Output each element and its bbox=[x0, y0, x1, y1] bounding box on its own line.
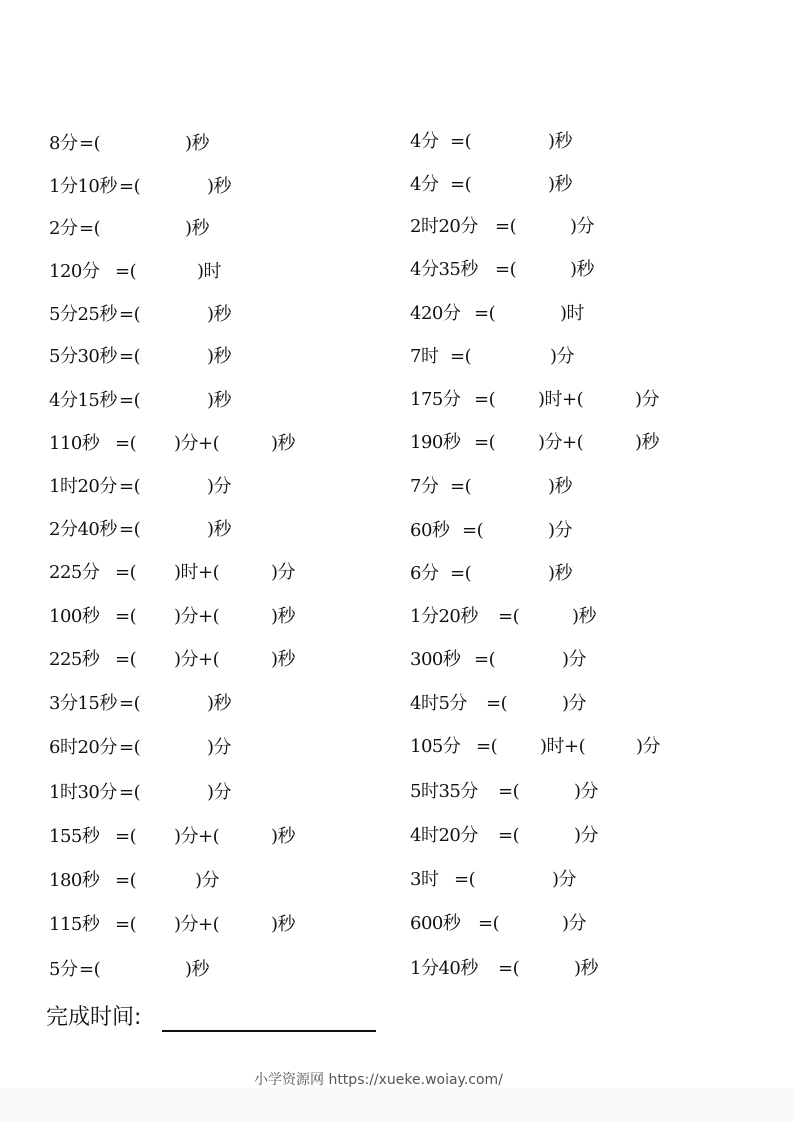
unit-close: )分 bbox=[574, 781, 599, 802]
answer-blank[interactable] bbox=[137, 914, 172, 936]
equals-open-paren: =( bbox=[115, 433, 137, 454]
conversion-problem bbox=[49, 782, 349, 804]
answer-blank[interactable] bbox=[137, 562, 172, 584]
problem-expression: 4分35秒 bbox=[410, 259, 478, 280]
equals-open-paren: =( bbox=[79, 959, 101, 980]
unit-close: )分 bbox=[562, 693, 587, 714]
problem-expression: 1时20分 bbox=[49, 476, 117, 497]
unit-close: )秒 bbox=[635, 432, 660, 453]
conversion-problem bbox=[410, 174, 710, 196]
problem-expression: 3时 bbox=[410, 869, 439, 890]
answer-blank[interactable] bbox=[137, 870, 193, 892]
unit-close: )秒 bbox=[271, 433, 296, 454]
problem-expression: 7分 bbox=[410, 476, 439, 497]
problem-expression: 4分 bbox=[410, 131, 439, 152]
answer-blank[interactable] bbox=[520, 958, 572, 980]
problem-expression: 115秒 bbox=[49, 914, 100, 935]
answer-blank[interactable] bbox=[476, 869, 550, 891]
watermark: 小学资源网 https://xueke.woiay.com/ bbox=[254, 1072, 503, 1088]
answer-blank[interactable] bbox=[496, 432, 536, 454]
answer-blank[interactable] bbox=[141, 693, 205, 715]
conversion-problem bbox=[49, 693, 349, 715]
conversion-problem bbox=[49, 433, 349, 455]
answer-blank[interactable] bbox=[141, 737, 205, 759]
answer-blank[interactable] bbox=[496, 303, 558, 325]
conversion-problem bbox=[410, 131, 710, 153]
problem-expression: 2分40秒 bbox=[49, 519, 117, 540]
unit-close: )秒 bbox=[271, 606, 296, 627]
equals-open-paren: =( bbox=[474, 432, 496, 453]
equals-open-paren: =( bbox=[115, 261, 137, 282]
problem-expression: 1分10秒 bbox=[49, 176, 117, 197]
answer-blank[interactable] bbox=[500, 913, 560, 935]
unit-close: )分+( bbox=[174, 826, 220, 847]
conversion-problem bbox=[49, 914, 349, 936]
completion-time-blank[interactable] bbox=[162, 1030, 376, 1032]
conversion-problem bbox=[49, 606, 349, 628]
conversion-problem bbox=[410, 869, 710, 891]
equals-open-paren: =( bbox=[474, 649, 496, 670]
conversion-problem bbox=[410, 693, 710, 715]
problem-expression: 225秒 bbox=[49, 649, 100, 670]
unit-close: )分 bbox=[636, 736, 661, 757]
equals-open-paren: =( bbox=[474, 389, 496, 410]
unit-close: )秒 bbox=[548, 131, 573, 152]
unit-close: )秒 bbox=[271, 914, 296, 935]
answer-blank[interactable] bbox=[520, 781, 572, 803]
answer-blank[interactable] bbox=[520, 606, 570, 628]
answer-blank[interactable] bbox=[520, 825, 572, 847]
unit-close: )分 bbox=[207, 476, 232, 497]
problem-expression: 600秒 bbox=[410, 913, 461, 934]
answer-blank[interactable] bbox=[141, 390, 205, 412]
equals-open-paren: =( bbox=[119, 346, 141, 367]
equals-open-paren: =( bbox=[115, 826, 137, 847]
answer-blank[interactable] bbox=[496, 649, 560, 671]
answer-blank[interactable] bbox=[137, 606, 172, 628]
conversion-problem bbox=[410, 389, 710, 411]
unit-close: )分+( bbox=[538, 432, 584, 453]
equals-open-paren: =( bbox=[119, 519, 141, 540]
equals-open-paren: =( bbox=[478, 913, 500, 934]
unit-close: )秒 bbox=[185, 133, 210, 154]
unit-close: )分+( bbox=[174, 649, 220, 670]
unit-close: )秒 bbox=[548, 174, 573, 195]
unit-close: )秒 bbox=[207, 176, 232, 197]
conversion-problem bbox=[410, 520, 710, 542]
unit-close: )分 bbox=[207, 737, 232, 758]
unit-close: )分+( bbox=[174, 914, 220, 935]
answer-blank[interactable] bbox=[101, 218, 183, 240]
answer-blank[interactable] bbox=[137, 261, 195, 283]
conversion-problem bbox=[410, 781, 710, 803]
problem-expression: 4时20分 bbox=[410, 825, 478, 846]
conversion-problem bbox=[49, 649, 349, 671]
equals-open-paren: =( bbox=[119, 782, 141, 803]
unit-close: )分 bbox=[550, 346, 575, 367]
conversion-problem bbox=[49, 519, 349, 541]
answer-blank[interactable] bbox=[137, 826, 172, 848]
unit-close: )秒 bbox=[207, 519, 232, 540]
problem-expression: 3分15秒 bbox=[49, 693, 117, 714]
equals-open-paren: =( bbox=[119, 476, 141, 497]
problem-expression: 6分 bbox=[410, 563, 439, 584]
answer-blank[interactable] bbox=[498, 736, 538, 758]
answer-blank[interactable] bbox=[230, 649, 269, 671]
equals-open-paren: =( bbox=[119, 693, 141, 714]
answer-blank[interactable] bbox=[101, 133, 183, 155]
unit-close: )分 bbox=[635, 389, 660, 410]
answer-blank[interactable] bbox=[230, 433, 269, 455]
unit-close: )分 bbox=[574, 825, 599, 846]
unit-close: )秒 bbox=[570, 259, 595, 280]
unit-close: )秒 bbox=[548, 563, 573, 584]
equals-open-paren: =( bbox=[79, 133, 101, 154]
conversion-problem bbox=[49, 562, 349, 584]
unit-close: )分 bbox=[562, 649, 587, 670]
problem-expression: 300秒 bbox=[410, 649, 461, 670]
conversion-problem bbox=[49, 176, 349, 198]
problem-expression: 60秒 bbox=[410, 520, 450, 541]
conversion-problem bbox=[49, 390, 349, 412]
equals-open-paren: =( bbox=[450, 563, 472, 584]
problem-expression: 7时 bbox=[410, 346, 439, 367]
problem-expression: 5时35分 bbox=[410, 781, 478, 802]
problem-expression: 1分20秒 bbox=[410, 606, 478, 627]
answer-blank[interactable] bbox=[141, 476, 205, 498]
conversion-problem bbox=[49, 261, 349, 283]
conversion-problem bbox=[410, 303, 710, 325]
equals-open-paren: =( bbox=[486, 693, 508, 714]
equals-open-paren: =( bbox=[119, 737, 141, 758]
conversion-problem bbox=[410, 476, 710, 498]
unit-close: )秒 bbox=[207, 390, 232, 411]
conversion-problem bbox=[49, 346, 349, 368]
problem-expression: 110秒 bbox=[49, 433, 100, 454]
answer-blank[interactable] bbox=[508, 693, 560, 715]
answer-blank[interactable] bbox=[484, 520, 546, 542]
answer-blank[interactable] bbox=[517, 216, 568, 238]
answer-blank[interactable] bbox=[230, 914, 269, 936]
conversion-problem bbox=[49, 959, 349, 981]
conversion-problem bbox=[410, 606, 710, 628]
conversion-problem bbox=[410, 563, 710, 585]
unit-close: )秒 bbox=[271, 826, 296, 847]
unit-close: )秒 bbox=[207, 346, 232, 367]
conversion-problem bbox=[49, 870, 349, 892]
equals-open-paren: =( bbox=[115, 606, 137, 627]
conversion-problem bbox=[49, 476, 349, 498]
equals-open-paren: =( bbox=[462, 520, 484, 541]
answer-blank[interactable] bbox=[596, 736, 634, 758]
conversion-problem bbox=[410, 346, 710, 368]
answer-blank[interactable] bbox=[472, 174, 546, 196]
problem-expression: 2分 bbox=[49, 218, 78, 239]
unit-close: )时 bbox=[560, 303, 585, 324]
answer-blank[interactable] bbox=[230, 606, 269, 628]
problem-expression: 4时5分 bbox=[410, 693, 467, 714]
answer-blank[interactable] bbox=[496, 389, 536, 411]
unit-close: )分+( bbox=[174, 433, 220, 454]
unit-close: )分 bbox=[548, 520, 573, 541]
unit-close: )秒 bbox=[548, 476, 573, 497]
answer-blank[interactable] bbox=[141, 176, 205, 198]
problem-expression: 225分 bbox=[49, 562, 100, 583]
equals-open-paren: =( bbox=[450, 476, 472, 497]
equals-open-paren: =( bbox=[450, 174, 472, 195]
problem-expression: 100秒 bbox=[49, 606, 100, 627]
conversion-problem bbox=[410, 913, 710, 935]
equals-open-paren: =( bbox=[79, 218, 101, 239]
unit-close: )分 bbox=[207, 782, 232, 803]
unit-close: )秒 bbox=[185, 218, 210, 239]
answer-blank[interactable] bbox=[472, 131, 546, 153]
equals-open-paren: =( bbox=[115, 870, 137, 891]
unit-close: )分 bbox=[570, 216, 595, 237]
unit-close: )时 bbox=[197, 261, 222, 282]
unit-close: )秒 bbox=[185, 959, 210, 980]
equals-open-paren: =( bbox=[119, 390, 141, 411]
conversion-problem bbox=[410, 649, 710, 671]
problem-expression: 4分 bbox=[410, 174, 439, 195]
conversion-problem bbox=[410, 259, 710, 281]
problem-expression: 420分 bbox=[410, 303, 461, 324]
equals-open-paren: =( bbox=[115, 914, 137, 935]
footer-band bbox=[0, 1088, 793, 1122]
problem-expression: 5分 bbox=[49, 959, 78, 980]
conversion-problem bbox=[410, 432, 710, 454]
answer-blank[interactable] bbox=[137, 649, 172, 671]
answer-blank[interactable] bbox=[472, 476, 546, 498]
equals-open-paren: =( bbox=[119, 176, 141, 197]
answer-blank[interactable] bbox=[141, 346, 205, 368]
problem-expression: 4分15秒 bbox=[49, 390, 117, 411]
conversion-problem bbox=[410, 958, 710, 980]
problem-expression: 5分30秒 bbox=[49, 346, 117, 367]
problem-expression: 155秒 bbox=[49, 826, 100, 847]
answer-blank[interactable] bbox=[230, 826, 269, 848]
conversion-problem bbox=[49, 826, 349, 848]
equals-open-paren: =( bbox=[115, 562, 137, 583]
unit-close: )秒 bbox=[572, 606, 597, 627]
conversion-problem bbox=[49, 737, 349, 759]
problem-expression: 190秒 bbox=[410, 432, 461, 453]
conversion-problem bbox=[410, 216, 710, 238]
equals-open-paren: =( bbox=[115, 649, 137, 670]
equals-open-paren: =( bbox=[498, 606, 520, 627]
answer-blank[interactable] bbox=[141, 519, 205, 541]
problem-expression: 5分25秒 bbox=[49, 304, 117, 325]
problem-expression: 6时20分 bbox=[49, 737, 117, 758]
answer-blank[interactable] bbox=[141, 782, 205, 804]
unit-close: )分 bbox=[271, 562, 296, 583]
equals-open-paren: =( bbox=[498, 825, 520, 846]
answer-blank[interactable] bbox=[137, 433, 172, 455]
equals-open-paren: =( bbox=[495, 259, 517, 280]
conversion-problem bbox=[49, 218, 349, 240]
equals-open-paren: =( bbox=[495, 216, 517, 237]
equals-open-paren: =( bbox=[474, 303, 496, 324]
problem-expression: 105分 bbox=[410, 736, 461, 757]
problem-expression: 8分 bbox=[49, 133, 78, 154]
unit-close: )分 bbox=[552, 869, 577, 890]
equals-open-paren: =( bbox=[454, 869, 476, 890]
problem-expression: 1分40秒 bbox=[410, 958, 478, 979]
problem-expression: 2时20分 bbox=[410, 216, 478, 237]
problem-expression: 120分 bbox=[49, 261, 100, 282]
equals-open-paren: =( bbox=[498, 781, 520, 802]
equals-open-paren: =( bbox=[450, 346, 472, 367]
conversion-problem bbox=[49, 304, 349, 326]
unit-close: )秒 bbox=[574, 958, 599, 979]
problem-expression: 180秒 bbox=[49, 870, 100, 891]
answer-blank[interactable] bbox=[594, 389, 633, 411]
answer-blank[interactable] bbox=[230, 562, 269, 584]
answer-blank[interactable] bbox=[594, 432, 633, 454]
equals-open-paren: =( bbox=[476, 736, 498, 757]
unit-close: )时+( bbox=[538, 389, 584, 410]
answer-blank[interactable] bbox=[472, 563, 546, 585]
unit-close: )秒 bbox=[207, 693, 232, 714]
problem-expression: 1时30分 bbox=[49, 782, 117, 803]
conversion-problem bbox=[410, 736, 710, 758]
unit-close: )秒 bbox=[271, 649, 296, 670]
unit-close: )分+( bbox=[174, 606, 220, 627]
equals-open-paren: =( bbox=[450, 131, 472, 152]
unit-close: )时+( bbox=[174, 562, 220, 583]
equals-open-paren: =( bbox=[119, 304, 141, 325]
problem-expression: 175分 bbox=[410, 389, 461, 410]
conversion-problem bbox=[410, 825, 710, 847]
unit-close: )分 bbox=[562, 913, 587, 934]
unit-close: )分 bbox=[195, 870, 220, 891]
answer-blank[interactable] bbox=[517, 259, 568, 281]
answer-blank[interactable] bbox=[101, 959, 183, 981]
completion-time-label: 完成时间: bbox=[46, 1005, 142, 1030]
answer-blank[interactable] bbox=[472, 346, 548, 368]
equals-open-paren: =( bbox=[498, 958, 520, 979]
unit-close: )时+( bbox=[540, 736, 586, 757]
answer-blank[interactable] bbox=[141, 304, 205, 326]
unit-close: )秒 bbox=[207, 304, 232, 325]
conversion-problem bbox=[49, 133, 349, 155]
